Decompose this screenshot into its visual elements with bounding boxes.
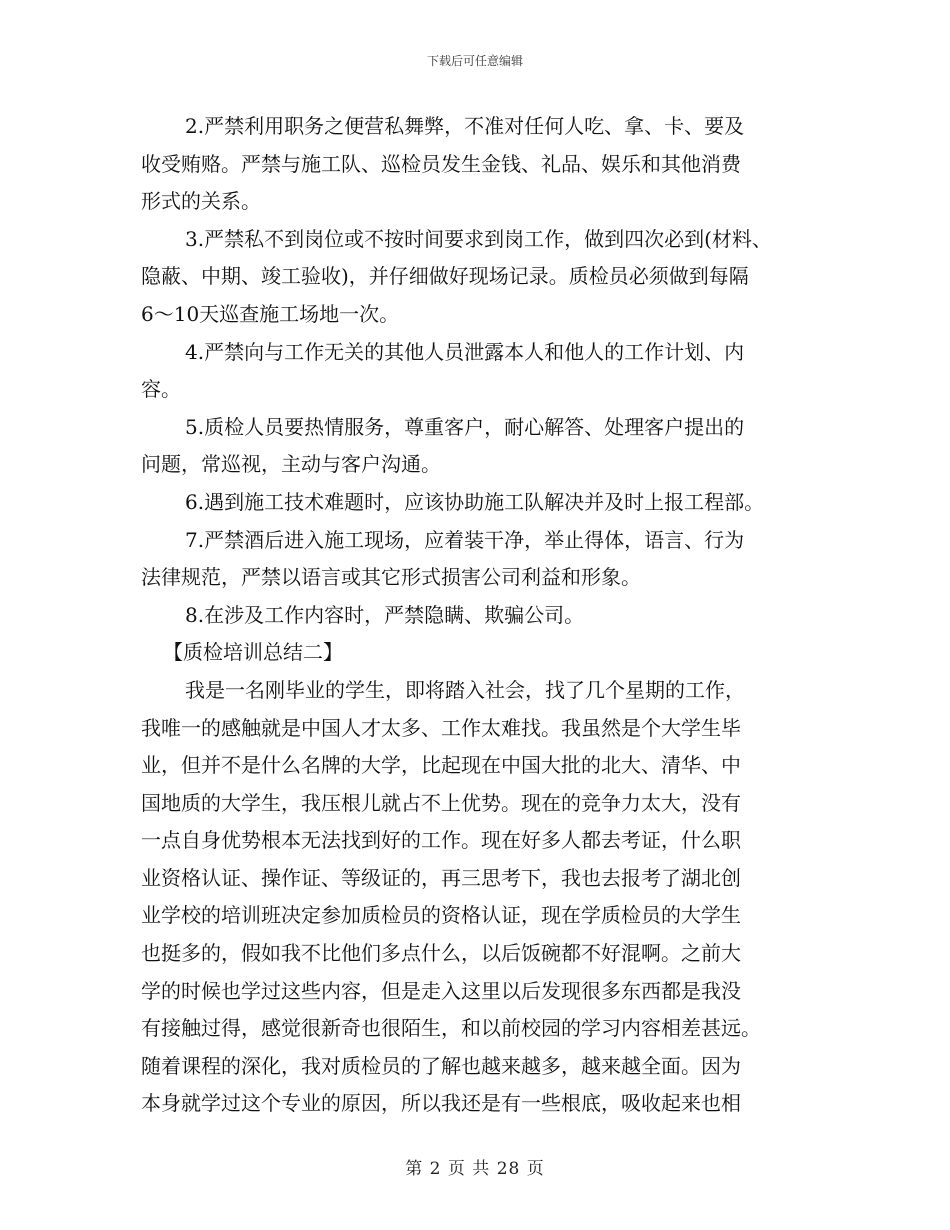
text-line: 容。 <box>141 377 181 402</box>
text-line: 5.质检人员要热情服务，尊重客户，耐心解答、处理客户提出的 <box>185 414 745 439</box>
text-line: 形式的关系。 <box>141 189 261 214</box>
text-line: 学的时候也学过这些内容，但是走入这里以后发现很多东西都是我没 <box>141 978 741 1003</box>
text-line: 2.严禁利用职务之便营私舞弊，不准对任何人吃、拿、卡、要及 <box>185 114 745 138</box>
text-line: 6.遇到施工技术难题时，应该协助施工队解决并及时上报工程部。 <box>185 489 765 514</box>
text-line: 我唯一的感触就是中国人才太多、工作太难找。我虽然是个大学生毕 <box>141 715 741 740</box>
text-line: 收受贿赂。严禁与施工队、巡检员发生金钱、礼品、娱乐和其他消费 <box>141 151 741 176</box>
text-line: 也挺多的，假如我不比他们多点什么，以后饭碗都不好混啊。之前大 <box>141 941 741 966</box>
text-line: 隐蔽、中期、竣工验收)，并仔细做好现场记录。质检员必须做到每隔 <box>141 264 749 289</box>
document-body <box>141 108 821 1123</box>
text-line: 业，但并不是什么名牌的大学，比起现在中国大批的北大、清华、中 <box>141 753 741 778</box>
text-line: 国地质的大学生，我压根儿就占不上优势。现在的竞争力太大，没有 <box>141 790 741 815</box>
header-note: 下载后可任意编辑 <box>426 54 523 68</box>
text-line: 业资格认证、操作证、等级证的，再三思考下，我也去报考了湖北创 <box>141 865 741 890</box>
text-line: 有接触过得，感觉很新奇也很陌生，和以前校园的学习内容相差甚远。 <box>141 1016 761 1041</box>
text-line: 问题，常巡视，主动与客户沟通。 <box>141 452 441 477</box>
text-line: 8.在涉及工作内容时，严禁隐瞒、欺骗公司。 <box>185 602 585 627</box>
text-line: 法律规范，严禁以语言或其它形式损害公司利益和形象。 <box>141 565 641 590</box>
text-line: 7.严禁酒后进入施工现场，应着装干净，举止得体，语言、行为 <box>185 527 745 552</box>
text-line: 一点自身优势根本无法找到好的工作。现在好多人都去考证，什么职 <box>141 828 741 853</box>
text-line: 6～10天巡查施工场地一次。 <box>141 301 400 326</box>
page-number: 第 2 页 共 28 页 <box>405 1159 545 1179</box>
section-heading: 【质检培训总结二】 <box>163 640 343 665</box>
text-line: 随着课程的深化，我对质检员的了解也越来越多，越来越全面。因为 <box>141 1053 741 1078</box>
text-line: 3.严禁私不到岗位或不按时间要求到岗工作，做到四次必到(材料、 <box>185 226 772 251</box>
text-line: 我是一名刚毕业的学生，即将踏入社会，找了几个星期的工作， <box>185 677 745 702</box>
text-line: 4.严禁向与工作无关的其他人员泄露本人和他人的工作计划、内 <box>185 339 745 364</box>
text-line: 业学校的培训班决定参加质检员的资格认证，现在学质检员的大学生 <box>141 903 741 928</box>
text-line: 本身就学过这个专业的原因，所以我还是有一些根底，吸收起来也相 <box>141 1091 741 1116</box>
